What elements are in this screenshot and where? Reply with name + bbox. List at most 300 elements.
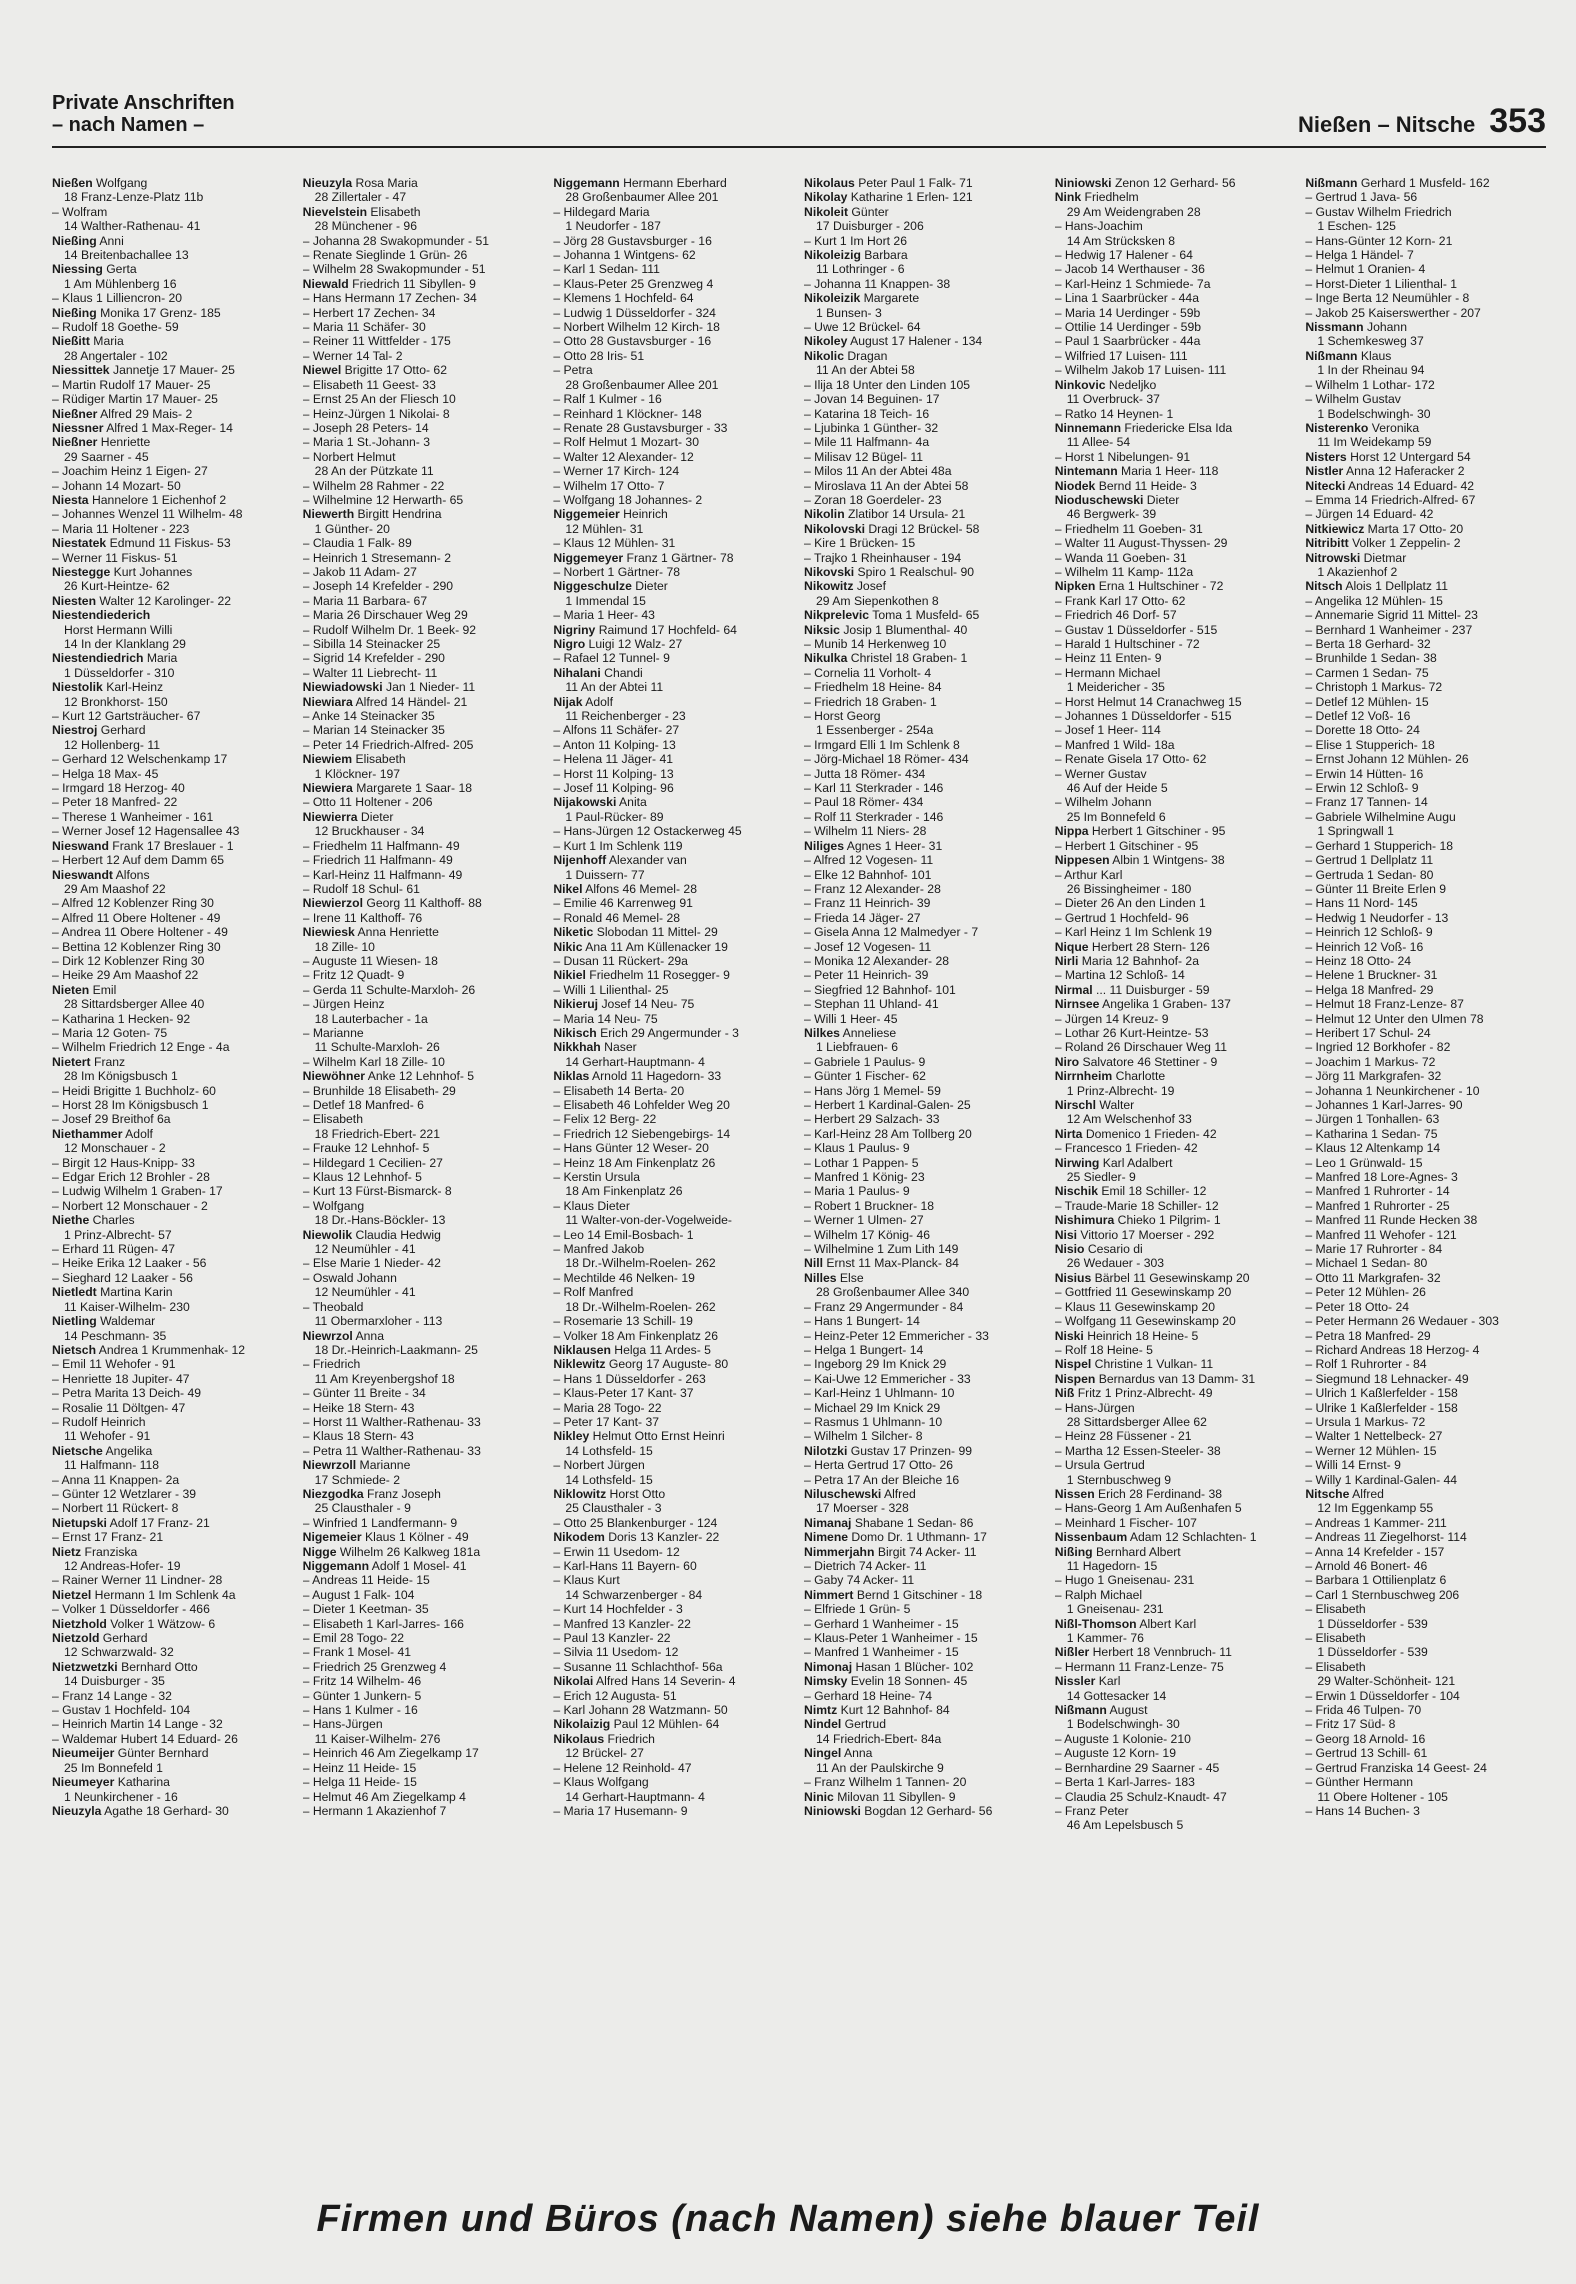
entry-text: 26 Bissingheimer - 180 [1066,881,1192,896]
entry-surname: Nievelstein [302,204,368,219]
entry-surname: Nikolic [804,348,844,363]
entry-text: 11 Lothringer - 6 [816,262,905,277]
entry-text: 11 Overbruck- 37 [1066,392,1160,407]
directory-entry [52,1602,293,1616]
directory-entry [804,1804,1045,1818]
directory-entry [303,248,544,262]
entry-text: – Otto 11 Holtener - 206 [302,795,433,810]
entry-text: Bärbel 11 Gesewinskamp 20 [1091,1270,1250,1285]
entry-surname: Nietupski [52,1515,107,1530]
entry-text: – Willy 1 Kardinal-Galen- 44 [1305,1472,1458,1487]
directory-entry [1305,1444,1546,1458]
directory-entry [553,1285,794,1299]
directory-entry [52,853,293,867]
entry-text: – Erhard 11 Rügen- 47 [52,1242,176,1257]
entry-surname: Niggemeyer [553,550,624,565]
entry-text: – Günter 11 Breite - 34 [302,1386,426,1401]
entry-surname: Nietzel [52,1587,92,1602]
entry-text: Ana 11 Am Küllenacker 19 [582,939,728,954]
entry-text: – Horst 1 Nibelungen- 91 [1054,449,1191,464]
directory-entry [804,234,1045,248]
entry-text: – Oswald Johann [302,1270,397,1285]
directory-entry [52,1401,293,1415]
entry-surname: Nikowitz [804,579,854,594]
directory-entry [1305,738,1546,752]
directory-entry [553,954,794,968]
directory-entry [804,334,1045,348]
directory-entry [1305,781,1546,795]
entry-text: Franz Joseph [363,1486,441,1501]
entry-text: – Hans-Jürgen 12 Ostackerweg 45 [553,824,742,839]
directory-entry [1305,262,1546,276]
entry-text: – Rosemarie 13 Schill- 19 [553,1314,693,1329]
directory-entry [804,1530,1045,1544]
entry-text: – Susanne 11 Schlachthof- 56a [553,1659,723,1674]
directory-entry [1055,1588,1296,1602]
entry-text: 1 Klöckner- 197 [314,766,401,781]
name-range: Nießen – Nitsche [1297,112,1476,137]
entry-text: – Elisabeth 46 Lohfelder Weg 20 [553,1098,730,1112]
entry-text: 14 Lothsfeld- 15 [565,1472,653,1487]
directory-entry [804,1674,1045,1688]
entry-text: – Werner 14 Tal- 2 [302,348,403,363]
entry-surname: Nieten [52,982,90,997]
entry-text: 1 Meidericher - 35 [1066,680,1165,695]
directory-entry [553,450,794,464]
directory-entry [1305,1732,1546,1746]
entry-text: – Ralf 1 Kulmer - 16 [553,392,662,407]
entry-text: – Herbert 1 Gitschiner - 95 [1054,838,1199,853]
directory-entry [1055,1127,1296,1141]
entry-surname: Niewiadowski [302,680,383,695]
directory-entry [553,1012,794,1026]
directory-entry [553,1170,794,1184]
directory-entry [1055,925,1296,939]
entry-text: 18 Franz-Lenze-Platz 11b [64,190,204,205]
entry-text: – Henriette 18 Jupiter- 47 [52,1371,190,1386]
directory-entry [52,1746,293,1760]
entry-text: 14 Am Strücksken 8 [1066,233,1176,248]
entry-surname: Niniowski [1054,176,1112,190]
entry-text: – Rasmus 1 Uhlmann- 10 [804,1414,943,1429]
entry-text: – Wilhelm 1 Lothar- 172 [1305,377,1435,392]
directory-entry [553,1127,794,1141]
directory-entry [553,1372,794,1386]
entry-surname: Nissmann [1305,320,1364,335]
entry-surname: Niewrzoll [302,1458,357,1473]
directory-entry [1055,1775,1296,1789]
entry-surname: Niß [1054,1386,1075,1401]
directory-entry [52,1790,293,1804]
entry-text: 1 Schemkesweg 37 [1317,334,1424,349]
entry-text: – Michael 29 Im Knick 29 [804,1400,941,1415]
directory-entry [1305,1127,1546,1141]
directory-entry [1305,1199,1546,1213]
entry-text: 28 Großenbaumer Allee 340 [816,1285,970,1300]
entry-text: – Martina 12 Schloß- 14 [1054,968,1185,983]
entry-text: – Horst 28 Im Königsbusch 1 [52,1098,209,1112]
directory-entry [804,262,1045,276]
entry-text: Bernhard Otto [117,1659,198,1674]
entry-text: – Heinrich 1 Stresemann- 2 [302,550,452,565]
directory-entry [1305,1415,1546,1429]
entry-text: Margarete [860,291,920,306]
entry-surname: Niklas [553,1069,590,1084]
directory-entry [553,1588,794,1602]
directory-entry [1055,334,1296,348]
entry-text: – Wolfgang 18 Johannes- 2 [553,492,703,507]
entry-text: 1 Düsseldorfer - 310 [64,665,175,680]
entry-text: Birgit 74 Acker- 11 [874,1544,977,1559]
directory-entry [804,320,1045,334]
entry-text: – Dirk 12 Koblenzer Ring 30 [52,953,205,968]
directory-entry [553,666,794,680]
entry-text: Bernardus van 13 Damm- 31 [1095,1371,1256,1386]
entry-text: 28 Münchener - 96 [314,219,417,234]
entry-text: 1 Immendal 15 [565,593,646,608]
directory-entry [804,1617,1045,1631]
entry-text: – Gertrud 13 Schill- 61 [1305,1746,1428,1761]
directory-entry [1055,1026,1296,1040]
directory-entry [804,291,1045,305]
entry-text: – Jürgen 14 Kreuz- 9 [1054,1011,1169,1026]
entry-text: Luigi 12 Walz- 27 [585,637,683,651]
directory-entry [804,493,1045,507]
directory-entry [303,1026,544,1040]
entry-text: 1 Bunsen- 3 [816,305,882,320]
entry-text: – Franz 29 Angermunder - 84 [804,1299,964,1314]
directory-entry [1305,1501,1546,1515]
entry-text: 14 Gottesacker 14 [1066,1688,1167,1703]
entry-text: – Norbert Helmut [302,449,396,464]
directory-entry [1305,752,1546,766]
entry-text: – Maria 1 Paulus- 9 [804,1184,910,1199]
directory-entry [1055,868,1296,882]
directory-entry [804,795,1045,809]
entry-surname: Nippesen [1054,853,1110,868]
directory-entry [303,623,544,637]
directory-entry [804,205,1045,219]
directory-entry [804,1112,1045,1126]
directory-entry [1055,680,1296,694]
entry-text: – Norbert 12 Monschauer - 2 [52,1198,208,1213]
entry-text: – Lothar 26 Kurt-Heintze- 53 [1054,1025,1209,1040]
entry-text: Albert Karl [1136,1616,1197,1631]
directory-entry [1305,1329,1546,1343]
directory-entry [52,219,293,233]
entry-text: Katharine 1 Erlen- 121 [847,190,973,205]
directory-entry [52,1156,293,1170]
directory-entry [303,349,544,363]
directory-entry [553,565,794,579]
entry-text: – Wilfried 17 Luisen- 111 [1054,348,1188,363]
entry-surname: Nissen [1054,1486,1095,1501]
directory-entry [804,1199,1045,1213]
entry-text: Veronika [1368,420,1420,435]
directory-entry [553,1343,794,1357]
directory-entry [804,579,1045,593]
entry-text: Birgitt Hendrina [354,507,442,522]
entry-text: – Manfred Jakob [553,1242,645,1257]
directory-entry [1055,1761,1296,1775]
entry-text: – Maria 1 St.-Johann- 3 [302,435,431,450]
entry-text: 11 An der Abtei 11 [565,680,664,695]
directory-entry [1055,205,1296,219]
directory-entry [553,608,794,622]
directory-entry [52,1775,293,1789]
entry-text: 46 Bergwerk- 39 [1066,507,1157,522]
directory-entry [52,810,293,824]
directory-entry [804,738,1045,752]
entry-surname: Nitrowski [1305,550,1361,565]
directory-entry [52,925,293,939]
entry-text: Hasan 1 Blücher- 102 [852,1659,974,1674]
entry-text: – Ilija 18 Unter den Linden 105 [804,377,971,392]
entry-text: – Kurt 1 Im Hort 26 [804,233,907,248]
directory-entry [1305,911,1546,925]
directory-entry [1305,1429,1546,1443]
directory-entry [804,1026,1045,1040]
directory-entry [1055,1660,1296,1674]
entry-text: Brigitte 17 Otto- 62 [341,363,447,378]
entry-text: – Hans-Georg 1 Am Außenhafen 5 [1054,1501,1242,1516]
entry-text: – Petra 11 Walther-Rathenau- 33 [302,1443,481,1458]
entry-text: – Horst-Dieter 1 Lilienthal- 1 [1305,276,1458,291]
entry-surname: Niewerth [302,507,355,522]
entry-surname: Ninnemann [1054,420,1122,435]
entry-text: – Kire 1 Brücken- 15 [804,536,916,551]
directory-entry [303,1516,544,1530]
entry-surname: Nilkes [804,1025,840,1040]
directory-entry [1055,839,1296,853]
entry-text: – Paul 13 Kanzler- 22 [553,1631,671,1646]
entry-text: – Rolf 18 Heine- 5 [1054,1342,1153,1357]
entry-text: Ernst 11 Max-Planck- 84 [822,1256,959,1271]
directory-entry [52,1516,293,1530]
directory-entry [52,378,293,392]
entry-text: – Hermann 1 Akazienhof 7 [302,1803,447,1818]
entry-text: Friedrich 11 Sibyllen- 9 [348,276,476,291]
directory-entry [804,1689,1045,1703]
entry-text: – Gottfried 11 Gesewinskamp 20 [1054,1285,1232,1300]
directory-entry [804,940,1045,954]
entry-text: – Karl-Heinz 1 Uhlmann- 10 [804,1386,955,1401]
directory-entry [1055,1703,1296,1717]
entry-text: Adolf 1 Mosel- 41 [369,1559,467,1573]
entry-text: – Franz 14 Lange - 32 [52,1688,172,1703]
entry-text: Zenon 12 Gerhard- 56 [1111,176,1236,190]
directory-entry [553,1199,794,1213]
directory-entry [553,1516,794,1530]
entry-text: – Günter 11 Breite Erlen 9 [1305,881,1447,896]
directory-entry [553,1501,794,1515]
entry-text: Alexander van [606,853,687,868]
entry-text: – Reiner 11 Wittfelder - 175 [302,334,451,349]
directory-entry [303,853,544,867]
entry-text: – Georg 18 Arnold- 16 [1305,1731,1426,1746]
entry-text: – Rolf 1 Ruhrorter - 84 [1305,1357,1427,1372]
entry-text: – Roland 26 Dirschauer Weg 11 [1054,1040,1227,1055]
directory-entry [553,1386,794,1400]
directory-entry [1305,882,1546,896]
entry-surname: Nietsche [52,1443,103,1458]
entry-surname: Nietert [52,1054,91,1069]
entry-text: – Irmgard 18 Herzog- 40 [52,781,185,796]
directory-entry [553,695,794,709]
directory-entry [52,1213,293,1227]
entry-surname: Nishimura [1054,1213,1115,1228]
directory-entry [1055,651,1296,665]
entry-text: – Rudolf Heinrich [52,1414,146,1429]
entry-surname: Nikley [553,1429,590,1444]
entry-text: 11 Obermarxloher - 113 [314,1314,443,1329]
entry-text: – Carmen 1 Sedan- 75 [1305,665,1429,680]
entry-text: – Helmut 12 Unter den Ulmen 78 [1305,1011,1484,1026]
directory-entry [553,1602,794,1616]
entry-text: Milovan 11 Sibyllen- 9 [833,1789,956,1804]
entry-text: Alfons 46 Memel- 28 [582,881,697,896]
entry-text: – Bernhard 1 Wanheimer - 237 [1305,622,1473,637]
entry-text: – Angelika 12 Mühlen- 15 [1305,593,1443,608]
entry-text: 29 Walter-Schönheit- 121 [1317,1674,1456,1689]
directory-entry [52,1444,293,1458]
entry-text: – Peter 18 Otto- 24 [1305,1299,1410,1314]
entry-text: – Peter 12 Mühlen- 26 [1305,1285,1426,1300]
entry-text: – Joachim 1 Markus- 72 [1305,1054,1436,1069]
entry-text: Alfred 1 Max-Reger- 14 [103,420,233,435]
directory-entry [303,1501,544,1515]
entry-text: – Günther Hermann [1305,1775,1414,1790]
entry-text: – Hermann 11 Franz-Lenze- 75 [1054,1659,1224,1674]
entry-text: – Norbert Wilhelm 12 Kirch- 18 [553,320,720,335]
directory-entry [1055,666,1296,680]
directory-entry [1055,363,1296,377]
directory-entry [1305,334,1546,348]
directory-entry [52,1372,293,1386]
directory-entry [804,623,1045,637]
directory-entry [52,1271,293,1285]
entry-surname: Niestendiedrich [52,651,144,666]
entry-surname: Nikieruj [553,997,599,1012]
entry-surname: Nikolay [804,190,848,205]
directory-entry [1055,1285,1296,1299]
entry-text: – Maria 1 Heer- 43 [553,608,655,623]
directory-entry [553,651,794,665]
directory-entry [52,1012,293,1026]
entry-text: – Franz 17 Tannen- 14 [1305,795,1428,810]
entry-text: – Klaus Wolfgang [553,1775,649,1790]
directory-columns [52,176,1546,2156]
entry-text: – Erwin 12 Schloß- 9 [1305,781,1419,796]
directory-entry [52,1256,293,1270]
entry-surname: Nimanaj [804,1515,852,1530]
directory-entry [1305,1055,1546,1069]
directory-entry [52,1631,293,1645]
entry-text: – Rudolf 18 Goethe- 59 [52,320,179,335]
entry-text: Walter [1096,1098,1135,1112]
entry-surname: Nirmal [1054,982,1093,997]
directory-entry [1305,1516,1546,1530]
directory-entry [52,1357,293,1371]
directory-entry [1305,637,1546,651]
directory-entry [804,392,1045,406]
directory-entry [303,262,544,276]
directory-entry [1055,954,1296,968]
directory-entry [52,1141,293,1155]
directory-entry [1055,522,1296,536]
entry-text: 1 Bodelschwingh- 30 [1066,1717,1180,1732]
directory-entry [1305,623,1546,637]
entry-text: – Günter 1 Fischer- 62 [804,1069,926,1084]
directory-entry [1055,1184,1296,1198]
entry-text: – Uwe 12 Brückel- 64 [804,320,921,335]
directory-entry [1055,810,1296,824]
directory-entry [1055,190,1296,204]
entry-text: – Werner 12 Mühlen- 15 [1305,1443,1437,1458]
directory-entry [52,1487,293,1501]
directory-entry [303,1674,544,1688]
entry-text: – Stephan 11 Uhland- 41 [804,997,939,1012]
directory-entry [804,1184,1045,1198]
directory-entry [52,1559,293,1573]
entry-surname: Nikel [553,881,583,896]
entry-text: Maria [89,334,124,349]
directory-entry [804,306,1045,320]
directory-entry [1055,853,1296,867]
entry-text: 17 Duisburger - 206 [816,219,924,234]
entry-text: – Alfred 11 Obere Holtener - 49 [52,910,221,925]
entry-text: 11 Halfmann- 118 [64,1458,160,1473]
directory-entry [1305,1040,1546,1054]
directory-entry [303,1473,544,1487]
directory-entry [1305,1170,1546,1184]
entry-text: Else [836,1270,864,1285]
entry-surname: Niksic [804,622,840,637]
entry-surname: Niewöhner [302,1069,365,1084]
directory-entry [1305,349,1546,363]
entry-text: – Sigrid 14 Krefelder - 290 [302,651,445,666]
entry-text: – Ernst Johann 12 Mühlen- 26 [1305,752,1469,767]
entry-text: – Gisela Anna 12 Malmedyer - 7 [804,925,979,940]
entry-text: – Hans 11 Nord- 145 [1305,896,1418,911]
entry-text: – Karl Heinz 1 Im Schlenk 19 [1054,925,1212,940]
entry-text: Franz 1 Gärtner- 78 [623,550,734,565]
entry-text: – Maria 11 Holtener - 223 [52,521,190,536]
entry-surname: Niggemeier [553,507,620,522]
entry-text: – Herbert 17 Zechen- 34 [302,305,436,320]
entry-surname: Niesten [52,593,97,608]
directory-entry [1055,781,1296,795]
entry-text: – Günter 12 Wetzlarer - 39 [52,1486,197,1501]
entry-text: – Gertrud 1 Java- 56 [1305,190,1418,205]
directory-entry [52,450,293,464]
entry-text: – Gerhard 12 Welschenkamp 17 [52,752,228,767]
entry-text: – Hans 1 Düsseldorfer - 263 [553,1371,706,1386]
entry-text: – Rüdiger Martin 17 Mauer- 25 [52,392,218,407]
entry-text: – Hans 14 Buchen- 3 [1305,1803,1420,1818]
directory-entry [804,1775,1045,1789]
entry-text: – Emil 28 Togo- 22 [302,1631,405,1646]
entry-surname: Nissenbaum [1054,1530,1128,1545]
directory-entry [553,1141,794,1155]
entry-text: – Peter 18 Manfred- 22 [52,795,178,810]
entry-surname: Niniowski [804,1803,861,1818]
directory-entry [303,954,544,968]
directory-entry [303,190,544,204]
entry-text: – Cornelia 11 Vorholt- 4 [804,665,932,680]
directory-entry [303,1617,544,1631]
entry-text: – Friedrich [302,1357,361,1372]
